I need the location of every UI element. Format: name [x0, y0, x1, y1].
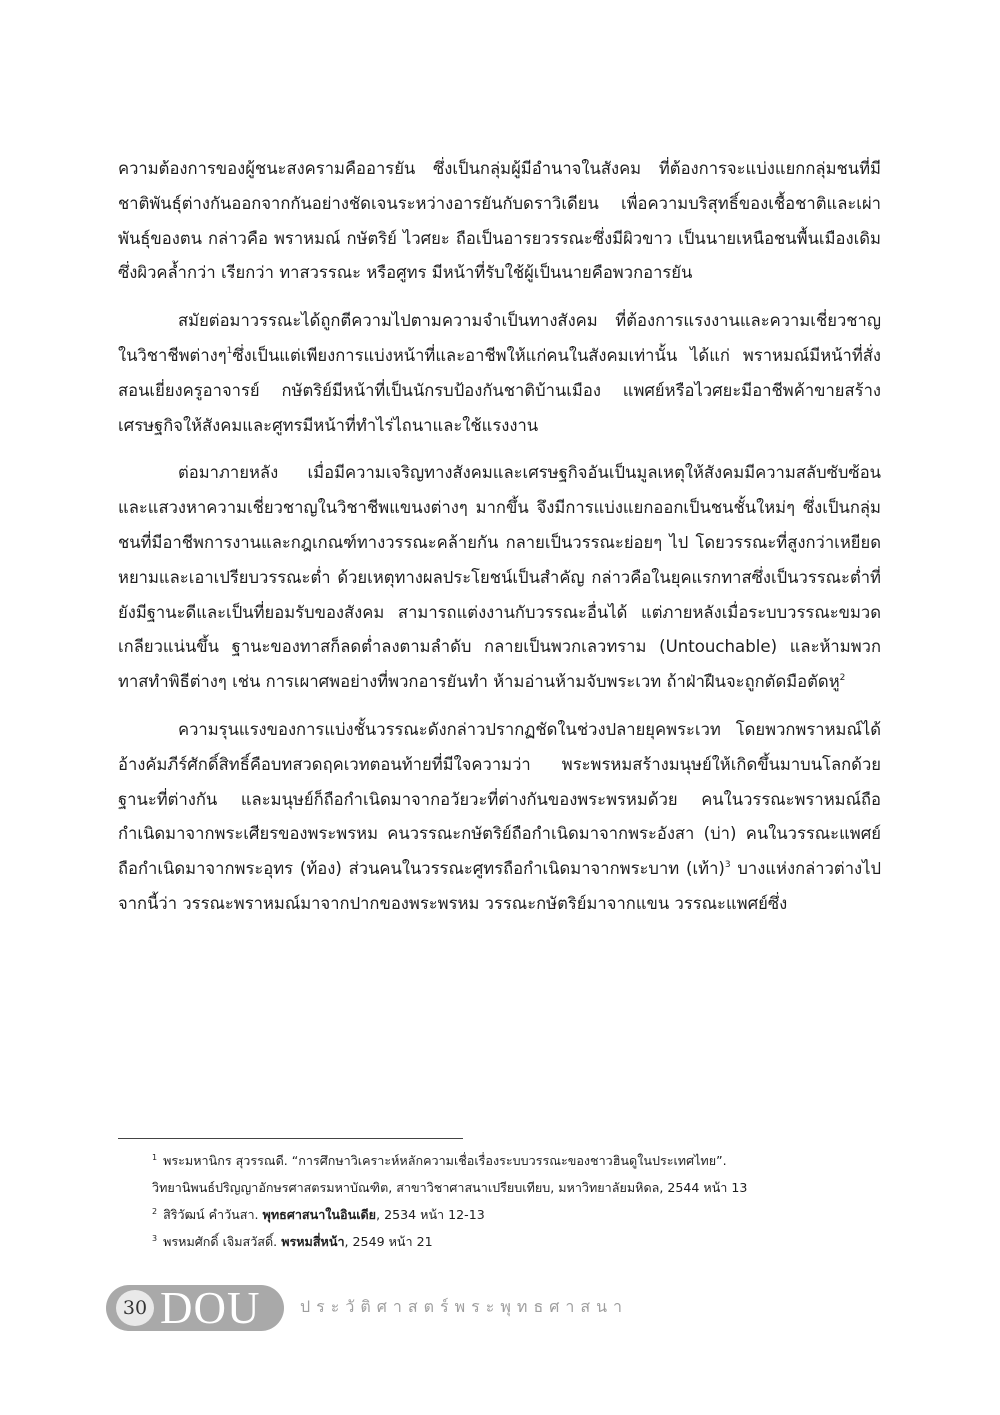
footnote-1-continued [152, 1174, 892, 1201]
footnote-number: 2 [152, 1206, 158, 1216]
footnote-2 [152, 1201, 892, 1228]
footnote-book-title: พุทธศาสนาในอินเดีย [262, 1207, 377, 1222]
paragraph-1 [118, 152, 881, 291]
paragraph-text: ความรุนแรงของการแบ่งชั้นวรรณะดังกล่าวปรากฏชัดในช่วงปลายยุคพระเวท โดยพวกพราหมณ์ได้อ้างคัมภีร์ศักดิ์สิทธิ์คือบทสวดฤคเวทตอนท้ายที่มีใจความว่า พระพรหมสร้างมนุษย์ให้เกิดขึ้นมาบนโลกด้วยฐานะที่ต่างกัน และมนุษย์ก็ถือกำเนิดมาจากอวัยวะที่ต่างกันของพระพรหมด้วย คนในวรรณะพราหมณ์ถือกำเนิดมาจากพระเศียรของพระพรหม คนวรรณะกษัตริย์ถือกำเนิดมาจากพระอังสา (บ่า) คนในวรรณะแพศย์ถือกำเนิดมาจากพระอุทร (ท้อง) ส่วนคนในวรรณะศูทรถือกำเนิดมาจากพระบาท (เท้า) [118, 719, 881, 879]
paragraph-text: ต่อมาภายหลัง เมื่อมีความเจริญทางสังคมและเศรษฐกิจอันเป็นมูลเหตุให้สังคมมีความสลับซับซ้อน และแสวงหาความเชี่ยวชาญในวิชาชีพแขนงต่างๆ มากขึ้น จึงมีการแบ่งแยกออกเป็นชนชั้นใหม่ๆ ซึ่งเป็นกลุ่มชนที่มีอาชีพการงานและกฎเกณฑ์ทางวรรณะคล้ายกัน กลายเป็นวรรณะย่อยๆ ไป โดยวรรณะที่สูงกว่าเหยียดหยามและเอาเปรียบวรรณะต่ำ ด้วยเหตุทางผลประโยชน์เป็นสำคัญ กล่าวคือในยุคแรกทาสซึ่งเป็นวรรณะต่ำที่ยังมีฐานะดีและเป็นที่ยอมรับของสังคม สามารถแต่งงานกับวรรณะอื่นได้ แต่ภายหลังเมื่อระบบวรรณะขมวดเกลียวแน่นขึ้น ฐานะของทาสก็ลดต่ำลงตามลำดับ กลายเป็นพวกเลวทราม (Untouchable) และห้ามพวกทาสทำพิธีต่างๆ เช่น การเผาศพอย่างที่พวกอารยันทำ ห้ามอ่านห้ามจับพระเวท ถ้าฝ่าฝืนจะถูกตัดมือตัดหู [118, 463, 881, 692]
paragraph-2 [118, 304, 881, 443]
page-number: 30 [116, 1290, 154, 1326]
footnote-ref-2[interactable]: 2 [839, 672, 846, 683]
footnote-publication: , 2534 หน้า 12-13 [376, 1207, 485, 1222]
footnote-book-title: พรหมสี่หน้า [281, 1234, 345, 1249]
footnote-1 [152, 1147, 892, 1174]
brand-logo: DOU [160, 1283, 261, 1333]
running-footer-title: ประวัติศาสตร์พระพุทธศาสนา [300, 1297, 629, 1316]
paragraph-text: สมัยต่อมาวรรณะได้ถูกตีความไปตามความจำเป็นทางสังคม ที่ต้องการแรงงานและความเชี่ยวชาญในวิชาชีพต่างๆ [118, 311, 881, 365]
paragraph-text: ความต้องการของผู้ชนะสงครามคืออารยัน ซึ่งเป็นกลุ่มผู้มีอำนาจในสังคม ที่ต้องการจะแบ่งแยกกลุ่มชนที่มีชาติพันธุ์ต่างกันออกจากกันอย่างชัดเจนระหว่างอารยันกับดราวิเดียน เพื่อความบริสุทธิ์ของเชื้อชาติและเผ่าพันธุ์ของตน กล่าวคือ พราหมณ์ กษัตริย์ ไวศยะ ถือเป็นอารยวรรณะซึ่งมีผิวขาว เป็นนายเหนือชนพื้นเมืองเดิมซึ่งผิวคล้ำกว่า เรียกว่า ทาสวรรณะ หรือศูทร มีหน้าที่รับใช้ผู้เป็นนายคือพวกอารยัน [118, 159, 881, 283]
footnote-divider [118, 1138, 463, 1139]
paragraph-text: บางแห่งกล่าวต่างไปจากนี้ว่า วรรณะพราหมณ์มาจากปากของพระพรหม วรรณะกษัตริย์มาจากแขน วรรณะแพศย์ซึ่ง [118, 859, 882, 913]
footnote-publication: , 2549 หน้า 21 [344, 1234, 433, 1249]
footnote-text: วิทยานิพนธ์ปริญญาอักษรศาสตรมหาบัณฑิต, สาขาวิชาศาสนาเปรียบเทียบ, มหาวิทยาลัยมหิดล, 2544 หน้า 13 [152, 1180, 748, 1195]
footnote-author: สิริวัฒน์ คำวันสา. [163, 1207, 263, 1222]
paragraph-text: ซึ่งเป็นแต่เพียงการแบ่งหน้าที่และอาชีพให้แก่คนในสังคมเท่านั้น ได้แก่ พราหมณ์มีหน้าที่สั่งสอนเยี่ยงครูอาจารย์ กษัตริย์มีหน้าที่เป็นนักรบป้องกันชาติบ้านเมือง แพศย์หรือไวศยะมีอาชีพค้าขายสร้างเศรษฐกิจให้สังคมและศูทรมีหน้าที่ทำไร่ไถนาและใช้แรงงาน [118, 345, 881, 435]
footnote-text: พระมหานิกร สุวรรณดี. “การศึกษาวิเคราะห์หลักความเชื่อเรื่องระบบวรรณะของชาวฮินดูในประเทศไทย”. [163, 1153, 727, 1168]
footnotes [152, 1147, 892, 1255]
footnote-ref-3[interactable]: 3 [724, 859, 731, 870]
footnote-author: พรหมศักดิ์ เจิมสวัสดิ์. [163, 1234, 282, 1249]
paragraph-4 [118, 713, 881, 922]
footnote-number: 1 [152, 1152, 158, 1162]
footnote-ref-1[interactable]: 1 [226, 346, 233, 357]
footnote-number: 3 [152, 1233, 158, 1243]
paragraph-3 [118, 456, 881, 700]
body-text [118, 152, 881, 935]
footnote-3 [152, 1228, 892, 1255]
